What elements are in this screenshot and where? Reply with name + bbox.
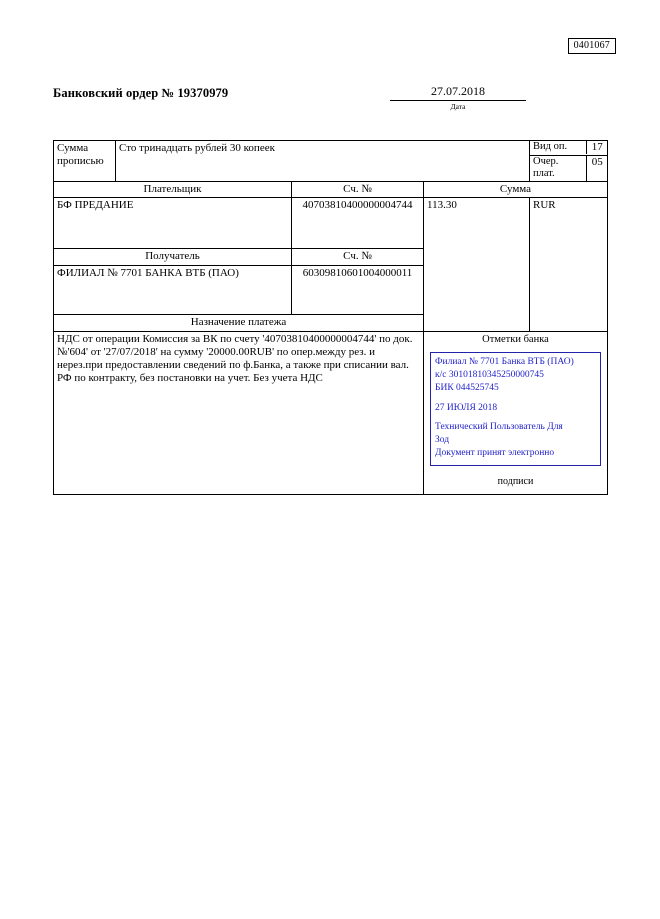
col-header-purpose: Назначение платежа [54,314,424,331]
amount-words-label [54,141,116,182]
date-value: 27.07.2018 [390,84,526,101]
receiver-account: 60309810601004000011 [292,265,424,314]
bank-marks-cell [424,331,608,494]
table-row [54,197,608,248]
bank-stamp-line2: к/с 30101810345250000745 [435,369,544,380]
order-table [53,140,608,495]
bank-stamp-line4: 27 ИЮЛЯ 2018 [435,402,498,413]
document-date [383,84,533,111]
col-header-receiver-account: Сч. № [292,248,424,265]
bank-stamp-line6: Зод [435,435,450,446]
bank-stamp-line7: Документ принят электронно [435,447,555,458]
table-row [54,141,608,156]
purpose-text: НДС от операции Комиссия за ВК по счету '40703810400000004744' по док.№'604' от '27/07/2018' на сумму '20000.00RUB' по опер.между рез. и нерез.при предоставлении сведений по ф.Банка, а также при списании вал. РФ по контракту, без постановки на учет. Без учета НДС [54,331,424,494]
op-type-label: Вид оп. [530,141,586,154]
form-code-box: 0401067 [568,38,616,54]
payment-order-value: 05 [591,156,603,168]
date-caption: Дата [450,102,466,111]
op-type-value: 17 [591,141,603,153]
amount-words-value: Сто тринадцать рублей 30 копеек [116,141,530,182]
col-header-account: Сч. № [292,181,424,197]
bank-stamp-line3: БИК 044525745 [435,382,499,393]
payer-account: 40703810400000004744 [292,197,424,248]
payment-currency: RUR [530,197,608,331]
bank-stamp-line1: Филиал № 7701 Банка ВТБ (ПАО) [435,357,574,368]
payment-order-label: Очер. плат. [530,156,586,181]
bank-stamp [430,352,601,466]
payment-amount: 113.30 [424,197,530,331]
table-row [54,331,608,494]
col-header-amount: Сумма [424,181,608,197]
document-header [53,84,607,111]
payment-order-cell [530,156,608,182]
col-header-payer: Плательщик [54,181,292,197]
bank-stamp-spacer [435,395,596,402]
page-title: Банковский ордер № 19370979 [53,86,229,100]
col-header-bank-marks: Отметки банка [482,333,549,345]
amount-words-label-line1: Сумма [57,142,89,154]
op-type-cell [530,141,608,156]
receiver-name: ФИЛИАЛ № 7701 БАНКА ВТБ (ПАО) [54,265,292,314]
payer-name: БФ ПРЕДАНИЕ [54,197,292,248]
signatures-caption: подписи [497,475,534,487]
amount-words-label-line2: прописью [57,154,104,167]
col-header-receiver: Получатель [54,248,292,265]
table-row [54,181,608,197]
bank-stamp-spacer2 [435,414,596,421]
bank-stamp-line5: Технический Пользователь Для [435,422,563,433]
